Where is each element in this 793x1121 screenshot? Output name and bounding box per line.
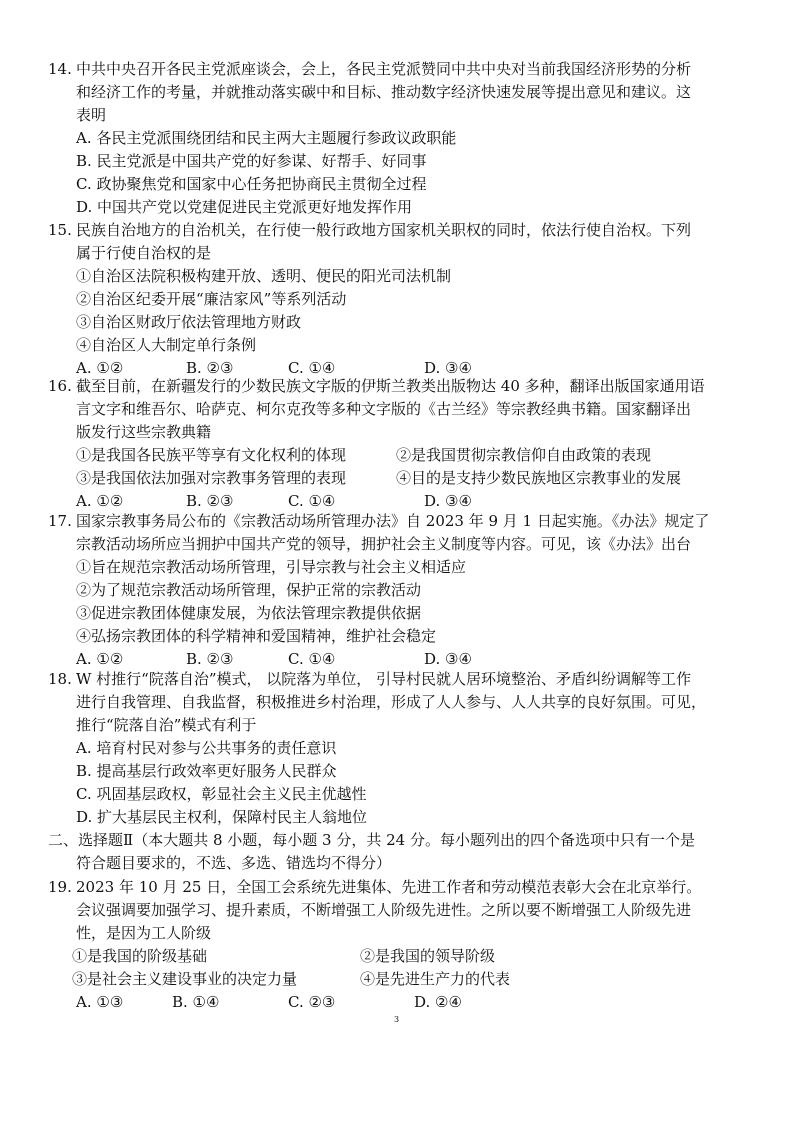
statement-4: ④目的是支持少数民族地区宗教事业的发展 (396, 469, 682, 487)
question-stem-line: 2023 年 10 月 25 日，全国工会系统先进集体、先进工作者和劳动模范表彰大会在北京举行。 (76, 878, 702, 896)
choice-b: B. ②③ (186, 492, 234, 510)
option-b: B. 民主党派是中国共产党的好参谋、好帮手、好同事 (76, 152, 427, 170)
section-2-heading (48, 829, 763, 875)
section-heading-line: 符合题目要求的，不选、多选、错选均不得分） (76, 854, 392, 872)
question-number: 19. (48, 878, 72, 896)
choice-c: C. ①④ (288, 650, 336, 668)
section-heading-line: 二、选择题Ⅱ（本大题共 8 小题，每小题 3 分，共 24 分。每小题列出的四个备选项中只有一个是 (48, 831, 695, 849)
question-number: 17. (48, 512, 72, 530)
choice-d: D. ③④ (424, 650, 472, 668)
statement-3: ③自治区财政厅依法管理地方财政 (76, 313, 302, 331)
statement-3: ③促进宗教团体健康发展，为依法管理宗教提供依据 (76, 604, 422, 622)
question-16 (48, 375, 763, 513)
choice-a: A. ①③ (76, 993, 124, 1011)
question-stem-line: 言文字和维吾尔、哈萨克、柯尔克孜等多种文字版的《古兰经》等宗教经典书籍。国家翻译出 (76, 400, 692, 418)
option-a: A. 培育村民对参与公共事务的责任意识 (76, 739, 337, 757)
question-number: 16. (48, 377, 72, 395)
question-stem-line: 性，是因为工人阶级 (76, 924, 212, 942)
question-stem-line: 国家宗教事务局公布的《宗教活动场所管理办法》自 2023 年 9 月 1 日起实施。《办法》规定了 (76, 512, 710, 530)
question-15 (48, 219, 763, 380)
question-17 (48, 510, 763, 671)
statement-2: ②自治区纪委开展“廉洁家风”等系列活动 (76, 290, 347, 308)
choice-a: A. ①② (76, 359, 124, 377)
question-number: 14. (48, 60, 72, 78)
question-18 (48, 668, 763, 829)
question-stem-line: W 村推行“院落自治”模式， 以院落为单位， 引导村民就人居环境整治、矛盾纠纷调解等工作 (76, 670, 692, 688)
choice-b: B. ①④ (172, 993, 220, 1011)
choice-d: D. ③④ (424, 359, 472, 377)
statement-2: ②是我国的领导阶级 (360, 947, 496, 965)
choice-b: B. ②③ (186, 359, 234, 377)
question-number: 15. (48, 221, 72, 239)
statement-3: ③是社会主义建设事业的决定力量 (72, 970, 298, 988)
statement-1: ①是我国各民族平等享有文化权利的体现 (76, 446, 347, 464)
question-stem-line: 宗教活动场所应当拥护中国共产党的领导，拥护社会主义制度等内容。可见，该《办法》出台 (76, 535, 692, 553)
question-19 (48, 876, 763, 1014)
question-stem-line: 截至目前，在新疆发行的少数民族文字版的伊斯兰教类出版物达 40 多种，翻译出版国家通用语 (76, 377, 705, 395)
question-stem-line: 推行“院落自治”模式有利于 (76, 716, 257, 734)
choice-c: C. ②③ (288, 993, 336, 1011)
question-14 (48, 58, 763, 219)
statement-1: ①旨在规范宗教活动场所管理，引导宗教与社会主义相适应 (76, 558, 467, 576)
statement-2: ②是我国贯彻宗教信仰自由政策的表现 (396, 446, 652, 464)
question-stem-line: 中共中央召开各民主党派座谈会，会上，各民主党派赞同中共中央对当前我国经济形势的分析 (76, 60, 692, 78)
statement-4: ④自治区人大制定单行条例 (76, 336, 257, 354)
question-stem-line: 表明 (76, 106, 107, 124)
choice-c: C. ①④ (288, 492, 336, 510)
question-stem-line: 进行自我管理、自我监督，积极推进乡村治理，形成了人人参与、人人共享的良好氛围。可见， (76, 693, 707, 711)
option-b: B. 提高基层行政效率更好服务人民群众 (76, 762, 337, 780)
question-stem-line: 和经济工作的考量，并就推动落实碳中和目标、推动数字经济快速发展等提出意见和建议。这 (76, 83, 692, 101)
choice-b: B. ②③ (186, 650, 234, 668)
question-stem-line: 属于行使自治权的是 (76, 244, 212, 262)
statement-3: ③是我国依法加强对宗教事务管理的表现 (76, 469, 347, 487)
choice-d: D. ②④ (414, 993, 462, 1011)
option-a: A. 各民主党派围绕团结和民主两大主题履行参政议政职能 (76, 129, 457, 147)
option-d: D. 中国共产党以党建促进民主党派更好地发挥作用 (76, 198, 413, 216)
choice-a: A. ①② (76, 650, 124, 668)
statement-2: ②为了规范宗教活动场所管理，保护正常的宗教活动 (76, 581, 422, 599)
question-stem-line: 民族自治地方的自治机关，在行使一般行政地方国家机关职权的同时，依法行使自治权。下列 (76, 221, 692, 239)
page-number: 3 (393, 1015, 400, 1024)
statement-4: ④弘扬宗教团体的科学精神和爱国精神，维护社会稳定 (76, 627, 437, 645)
question-stem-line: 版发行这些宗教典籍 (76, 423, 212, 441)
choice-c: C. ①④ (288, 359, 336, 377)
choice-d: D. ③④ (424, 492, 472, 510)
choice-a: A. ①② (76, 492, 124, 510)
statement-1: ①是我国的阶级基础 (72, 947, 208, 965)
option-c: C. 巩固基层政权，彰显社会主义民主优越性 (76, 785, 367, 803)
option-c: C. 政协聚焦党和国家中心任务把协商民主贯彻全过程 (76, 175, 427, 193)
statement-4: ④是先进生产力的代表 (360, 970, 511, 988)
question-number: 18. (48, 670, 72, 688)
answer-choices (48, 991, 763, 1014)
option-d: D. 扩大基层民主权利，保障村民主人翁地位 (76, 808, 368, 826)
question-stem-line: 会议强调要加强学习、提升素质，不断增强工人阶级先进性。之所以要不断增强工人阶级先进 (76, 901, 692, 919)
statement-1: ①自治区法院积极构建开放、透明、便民的阳光司法机制 (76, 267, 452, 285)
